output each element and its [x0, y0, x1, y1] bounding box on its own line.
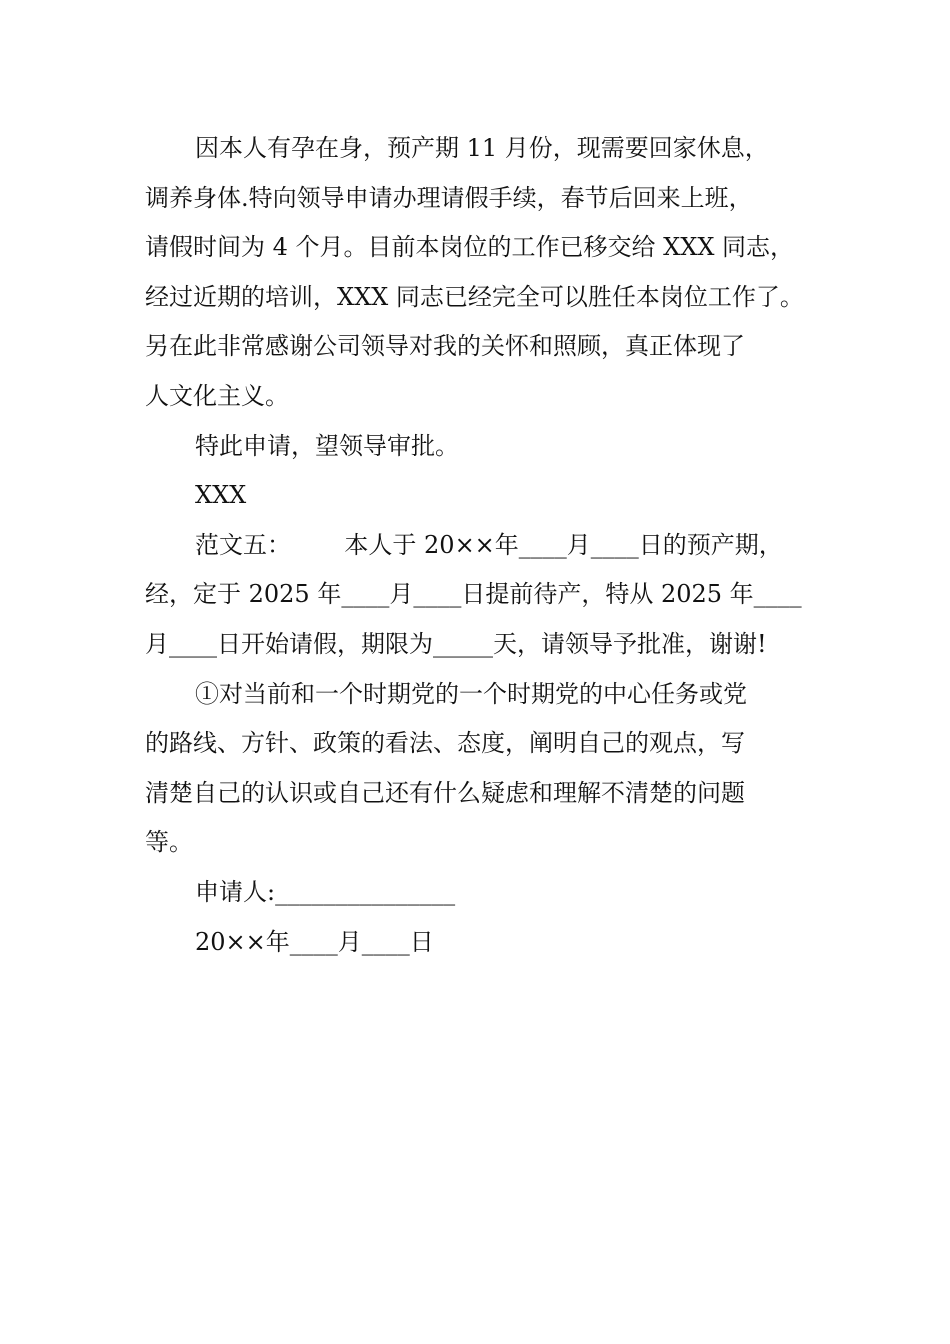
text-line: 等。: [145, 828, 193, 857]
text-line: 调养身体.特向领导申请办理请假手续，春节后回来上班，: [145, 183, 753, 212]
text-line: 范文五： 本人于 20××年____月____日的预产期，: [195, 530, 783, 559]
text-line: 另在此非常感谢公司领导对我的关怀和照顾，真正体现了: [145, 332, 745, 361]
document-page: [145, 124, 835, 967]
text-line: 因本人有孕在身，预产期 11 月份，现需要回家休息，: [195, 134, 769, 162]
paragraph-note: [145, 670, 835, 868]
signature: XXX: [195, 481, 247, 510]
text-line: 请假时间为 4 个月。目前本岗位的工作已移交给 XXX 同志，: [145, 233, 795, 262]
text-line: 月____日开始请假，期限为_____天，请领导予批准，谢谢!: [145, 629, 767, 658]
paragraph-leave-request: [145, 124, 835, 422]
applicant-line: 申请人:_______________: [195, 877, 456, 906]
text-line: 经，定于 2025 年____月____日提前待产，特从 2025 年____: [145, 580, 802, 609]
text-line: 清楚自己的认识或自己还有什么疑虑和理解不清楚的问题: [145, 778, 745, 807]
date-line: 20××年____月____日: [195, 927, 434, 956]
closing-line: 特此申请，望领导审批。: [195, 431, 459, 460]
text-line: 的路线、方针、政策的看法、态度，阐明自己的观点，写: [145, 729, 745, 758]
text-line: 经过近期的培训，XXX 同志已经完全可以胜任本岗位工作了。: [145, 282, 804, 311]
text-line: ①对当前和一个时期党的一个时期党的中心任务或党: [195, 679, 747, 708]
text-line: 人文化主义。: [145, 381, 289, 410]
paragraph-sample-five: [145, 521, 835, 670]
